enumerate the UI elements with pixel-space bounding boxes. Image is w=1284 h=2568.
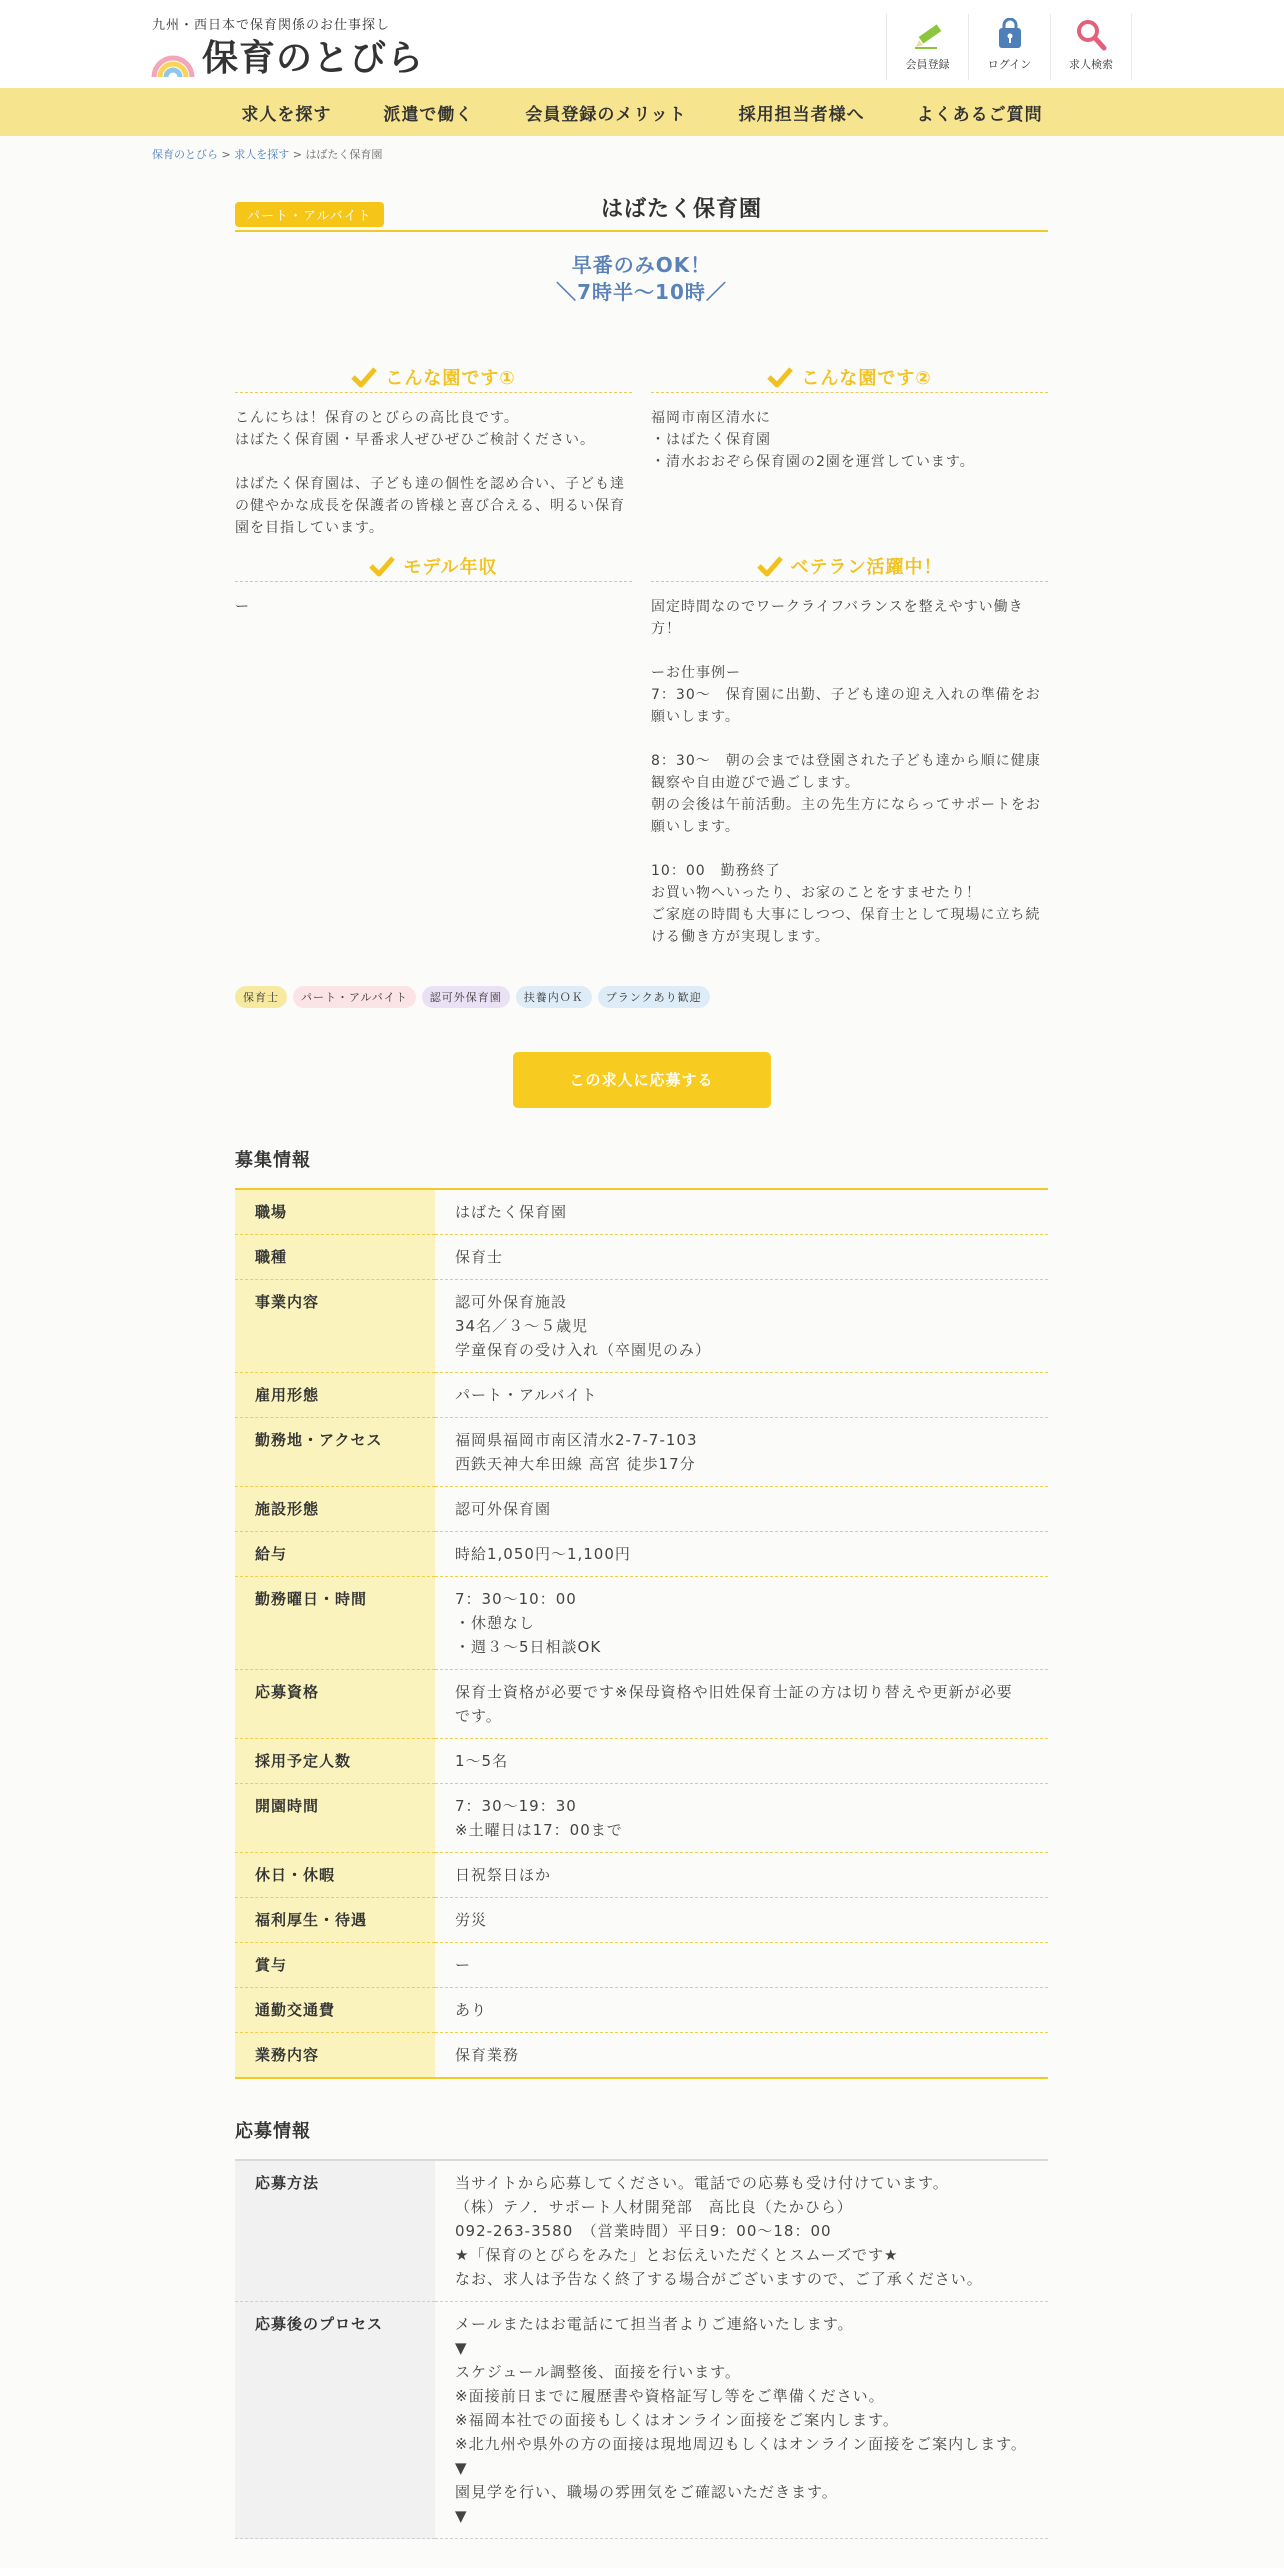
feature-heading-text: こんな園です② [801,368,932,389]
table-row [235,1988,1048,2033]
row-label: 応募方法 [235,2160,435,2302]
row-value: ー [435,1943,1048,1988]
table-row [235,1418,1048,1487]
row-value: 日祝祭日ほか [435,1853,1048,1898]
tag[interactable]: 扶養内ＯＫ [516,986,592,1008]
feature-heading [235,553,632,582]
recruit-info-title: 募集情報 [235,1150,311,1171]
tag[interactable]: パート・アルバイト [293,986,416,1008]
site-logo[interactable] [150,38,424,80]
table-row [235,1532,1048,1577]
row-value: 労災 [435,1898,1048,1943]
row-value: 7：30～19：30 ※土曜日は17：00まで [435,1784,1048,1853]
row-value: 保育業務 [435,2033,1048,2079]
row-label: 勤務曜日・時間 [235,1577,435,1670]
row-label: 職種 [235,1235,435,1280]
tag[interactable]: 認可外保育園 [422,986,510,1008]
rainbow-logo-icon [150,39,196,79]
table-row [235,1189,1048,1235]
table-row [235,1373,1048,1418]
table-row [235,1853,1048,1898]
table-row [235,2033,1048,2079]
row-label: 雇用形態 [235,1373,435,1418]
row-label: 業務内容 [235,2033,435,2079]
pencil-icon [911,18,945,52]
apply-info-table [235,2159,1048,2539]
check-icon [351,366,377,388]
nav-for-employers[interactable]: 採用担当者様へ [738,104,865,125]
feature-body: こんにちは！保育のとびらの高比良です。 はばたく保育園・早番求人ぜひぜひご検討ください。 はばたく保育園は、子ども達の個性を認め合い、子ども達の健やかな成長を保護者の皆様と喜び合える、明るい保育園を目指しています。 [235,410,625,536]
catch-line-2: ＼7時半～10時／ [556,280,727,304]
feature-row-2 [235,553,1048,948]
row-value: 保育士資格が必要です※保母資格や旧姓保育士証の方は切り替えや更新が必要です。 [435,1670,1048,1739]
search-icon [1074,18,1108,52]
breadcrumb-separator: > [289,148,306,161]
feature-body: ー [235,599,250,615]
row-label: 賞与 [235,1943,435,1988]
feature-heading-text: ベテラン活躍中！ [790,557,943,578]
job-catchphrase [235,252,1048,306]
login-button[interactable] [968,14,1050,80]
apply-info-title: 応募情報 [235,2121,311,2142]
row-label: 開園時間 [235,1784,435,1853]
recruit-info-section [235,1146,1048,2079]
row-label: 応募後のプロセス [235,2302,435,2539]
apply-button[interactable]: この求人に応募する [513,1052,771,1108]
breadcrumb [152,146,382,162]
row-value: はばたく保育園 [435,1189,1048,1235]
feature-row-1 [235,364,1048,539]
nav-member-merits[interactable]: 会員登録のメリット [525,104,687,125]
check-icon [369,555,395,577]
feature-section [651,364,1048,539]
register-button[interactable] [886,14,968,80]
feature-body: 固定時間なのでワークライフバランスを整えやすい働き方！ ーお仕事例ー 7：30～ 保育園に出勤、子ども達の迎え入れの準備をお願いします。 8：30～ 朝の会までは登園された子ども達から順に健康観察や自由遊びで過ごします。 朝の会後は午前活動。主の先生方にならってサポートをお願いします。 10：00 勤務終了 お買い物へいったり、お家のことをすませたり！ ご家庭の時間も大事にしつつ、保育士として現場に立ち続ける働き方が実現します。 [651,599,1041,945]
row-value: 認可外保育施設 34名／３～５歳児 学童保育の受け入れ（卒園児のみ） [435,1280,1048,1373]
header-icon-menu [886,14,1132,80]
row-value: 保育士 [435,1235,1048,1280]
table-row [235,1487,1048,1532]
row-value: 福岡県福岡市南区清水2-7-7-103 西鉄天神大牟田線 高宮 徒歩17分 [435,1418,1048,1487]
feature-heading [235,364,632,393]
nav-find-jobs[interactable]: 求人を探す [241,104,332,125]
table-row [235,1280,1048,1373]
row-value: メールまたはお電話にて担当者よりご連絡いたします。 ▼ スケジュール調整後、面接を行います。 ※面接前日までに履歴書や資格証写し等をご準備ください。 ※福岡本社での面接もしくはオンライン面接をご案内します。 ※北九州や県外の方の面接は現地周辺もしくはオンライン面接をご案内します。 ▼ 園見学を行い、職場の雰囲気をご確認いただきます。 ▼ [435,2302,1048,2539]
nav-faq[interactable]: よくあるご質問 [916,104,1043,125]
global-nav [0,88,1284,136]
row-value: 1～5名 [435,1739,1048,1784]
row-value: 7：30～10：00 ・休憩なし ・週３～5日相談OK [435,1577,1048,1670]
login-label: ログイン [987,58,1032,71]
tag[interactable]: ブランクあり歓迎 [598,986,710,1008]
row-value: 時給1,050円～1,100円 [435,1532,1048,1577]
job-detail [235,196,1048,2539]
table-row [235,1670,1048,1739]
row-label: 通勤交通費 [235,1988,435,2033]
row-label: 採用予定人数 [235,1739,435,1784]
catch-line-1: 早番のみOK！ [571,253,712,277]
table-row [235,1784,1048,1853]
row-value: パート・アルバイト [435,1373,1048,1418]
feature-heading [651,553,1048,582]
job-tags [235,986,1048,1008]
breadcrumb-home[interactable]: 保育のとびら [152,148,218,161]
row-label: 福利厚生・待遇 [235,1898,435,1943]
feature-section [235,364,632,539]
row-label: 施設形態 [235,1487,435,1532]
breadcrumb-search[interactable]: 求人を探す [234,148,290,161]
job-search-button[interactable] [1050,14,1132,80]
nav-dispatch[interactable]: 派遣で働く [383,104,474,125]
page-title: はばたく保育園 [600,197,762,222]
breadcrumb-separator: > [218,148,235,161]
row-label: 勤務地・アクセス [235,1418,435,1487]
breadcrumb-current: はばたく保育園 [305,148,383,161]
row-label: 休日・休暇 [235,1853,435,1898]
job-title-row [235,196,1048,232]
table-row [235,1577,1048,1670]
login-icon [993,18,1027,52]
feature-heading-text: こんな園です① [385,368,516,389]
row-label: 職場 [235,1189,435,1235]
table-row [235,1739,1048,1784]
table-row [235,1943,1048,1988]
check-icon [767,366,793,388]
row-label: 給与 [235,1532,435,1577]
check-icon [757,555,783,577]
row-value: 当サイトから応募してください。電話での応募も受け付けています。 （株）テノ．サポート人材開発部 高比良（たかひら） 092-263-3580 （営業時間）平日9：00～18：00 ★「保育のとびらをみた」とお伝えいただくとスムーズです★ なお、求人は予告なく終了する場合がございますので、ご了承ください。 [435,2160,1048,2302]
row-label: 応募資格 [235,1670,435,1739]
employment-type-badge: パート・アルバイト [235,202,384,227]
recruit-info-table [235,1188,1048,2079]
feature-body: 福岡市南区清水に ・はばたく保育園 ・清水おおぞら保育園の2園を運営しています。 [651,410,975,470]
site-tagline: 九州・西日本で保育関係のお仕事探し [152,18,391,33]
row-value: 認可外保育園 [435,1487,1048,1532]
row-value: あり [435,1988,1048,2033]
logo-text: 保育のとびら [202,38,425,79]
feature-section [235,553,632,948]
table-row [235,1898,1048,1943]
apply-info-section [235,2117,1048,2539]
feature-section [651,553,1048,948]
table-row [235,2302,1048,2539]
site-header [0,0,1284,88]
apply-button-wrap [235,1052,1048,1108]
job-search-label: 求人検索 [1069,58,1113,71]
tag[interactable]: 保育士 [235,986,287,1008]
row-label: 事業内容 [235,1280,435,1373]
feature-heading [651,364,1048,393]
table-row [235,1235,1048,1280]
table-row [235,2160,1048,2302]
register-label: 会員登録 [905,58,950,71]
feature-heading-text: モデル年収 [403,557,498,578]
